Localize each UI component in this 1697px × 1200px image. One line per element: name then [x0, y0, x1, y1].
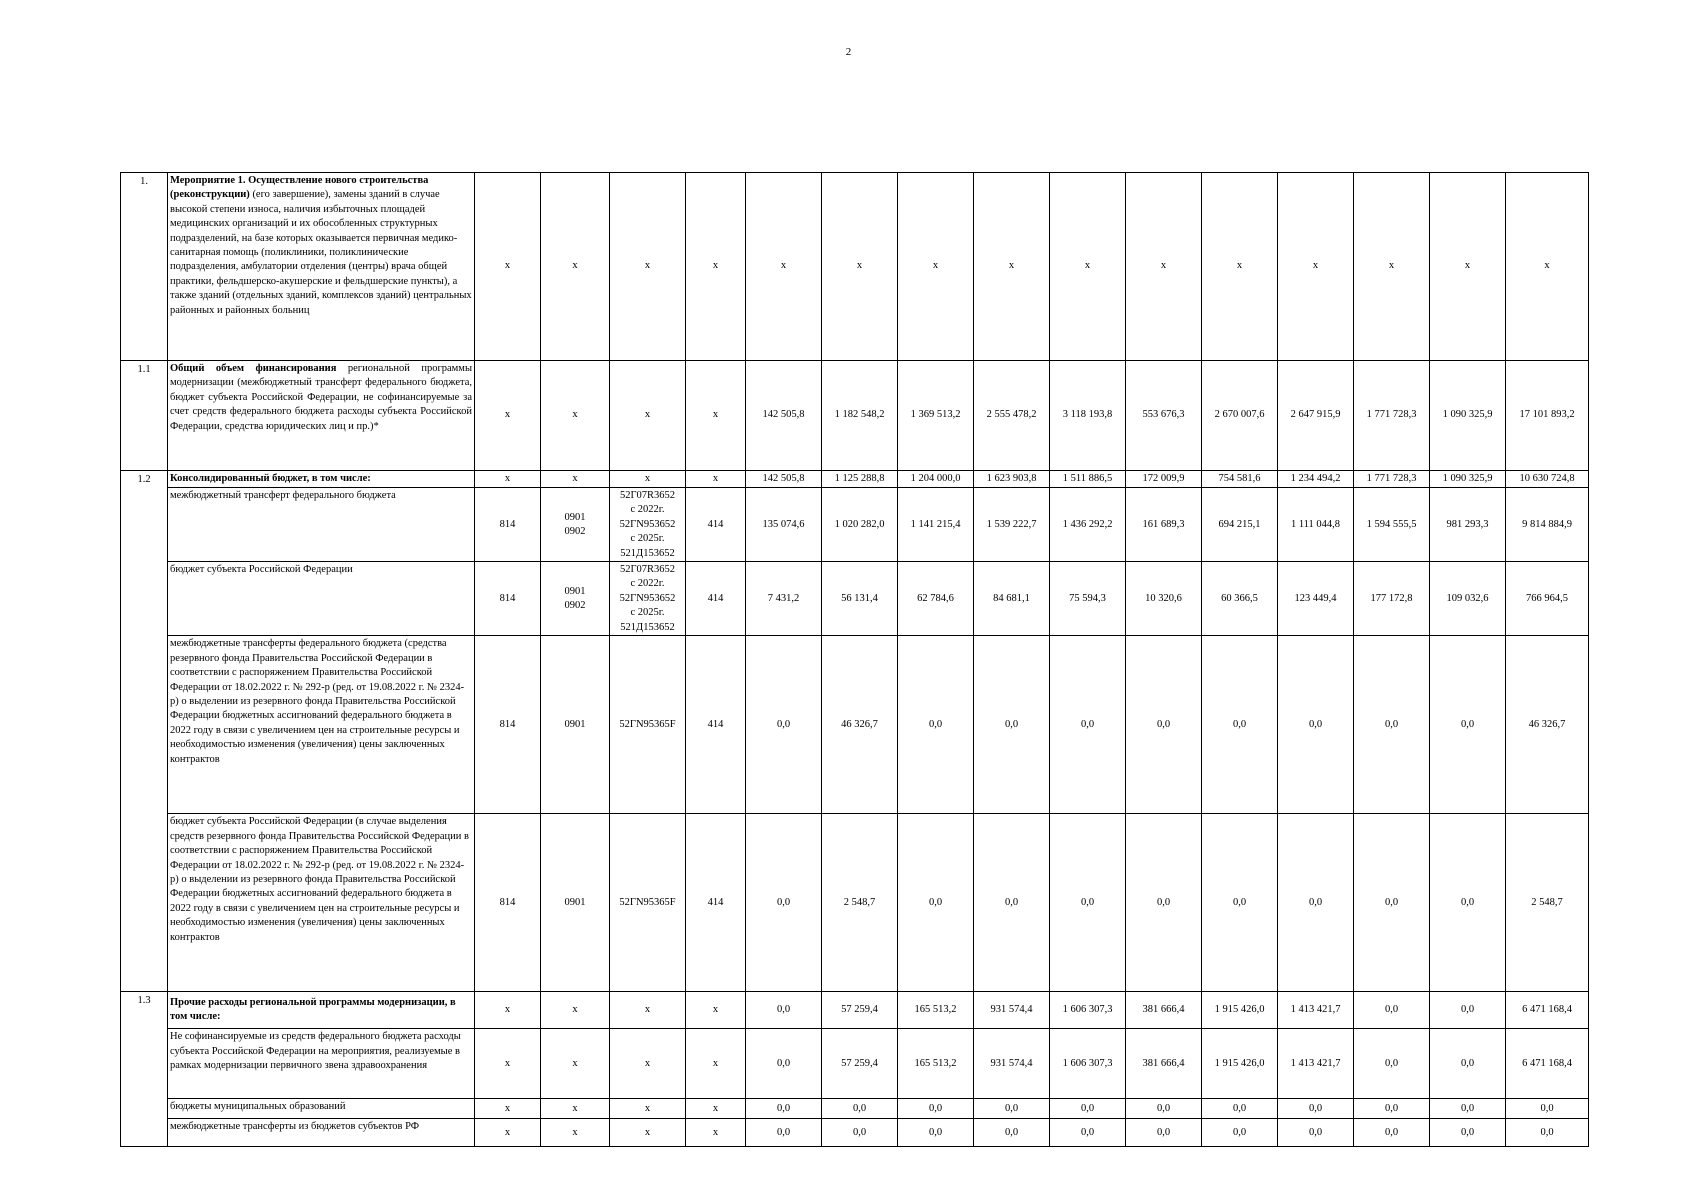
- table-cell: x: [686, 361, 746, 471]
- table-cell: 0,0: [974, 814, 1050, 992]
- table-cell: 381 666,4: [1126, 992, 1202, 1029]
- table-cell: 75 594,3: [1050, 562, 1126, 636]
- table-row: [121, 562, 1589, 636]
- table-cell: x: [686, 173, 746, 361]
- table-cell: x: [541, 471, 610, 488]
- table-cell: 52Г07R3652 с 2022г. 52ГN953652 с 2025г. 521Д153652: [610, 488, 686, 562]
- table-cell: 135 074,6: [746, 488, 822, 562]
- table-cell: 0,0: [1278, 636, 1354, 814]
- table-row: [121, 488, 1589, 562]
- table-row: [121, 1029, 1589, 1099]
- table-cell: 1 182 548,2: [822, 361, 898, 471]
- table-cell: 52Г07R3652 с 2022г. 52ГN953652 с 2025г. 521Д153652: [610, 562, 686, 636]
- row-description: [168, 562, 475, 636]
- page-number: 2: [845, 46, 852, 58]
- table-cell: 60 366,5: [1202, 562, 1278, 636]
- table-cell: 1 413 421,7: [1278, 992, 1354, 1029]
- table-cell: 0,0: [1354, 1119, 1430, 1147]
- table-cell: 0,0: [1202, 1119, 1278, 1147]
- table-cell: 1 204 000,0: [898, 471, 974, 488]
- table-cell: x: [610, 361, 686, 471]
- table-cell: x: [541, 361, 610, 471]
- table-cell: x: [541, 1119, 610, 1147]
- table-cell: 9 814 884,9: [1506, 488, 1589, 562]
- table-cell: 1 020 282,0: [822, 488, 898, 562]
- row-description: [168, 471, 475, 488]
- table-cell: 981 293,3: [1430, 488, 1506, 562]
- table-cell: 0,0: [1430, 1119, 1506, 1147]
- table-cell: 10 320,6: [1126, 562, 1202, 636]
- table-cell: 414: [686, 636, 746, 814]
- table-cell: x: [610, 992, 686, 1029]
- table-cell: 754 581,6: [1202, 471, 1278, 488]
- row-title-text: бюджет субъекта Российской Федерации: [170, 564, 353, 576]
- table-row: [121, 1099, 1589, 1119]
- table-cell: x: [610, 1029, 686, 1099]
- row-number: 1.2: [121, 471, 168, 992]
- row-description: [168, 488, 475, 562]
- table-cell: 0,0: [746, 636, 822, 814]
- table-cell: 0,0: [1430, 1029, 1506, 1099]
- table-cell: 0,0: [1202, 1099, 1278, 1119]
- table-row: [121, 992, 1589, 1029]
- row-description: [168, 636, 475, 814]
- table-cell: 0,0: [1506, 1099, 1589, 1119]
- table-cell: 161 689,3: [1126, 488, 1202, 562]
- row-title-text: Не софинансируемые из средств федерального бюджета расходы субъекта Российской Федерации на мероприятия, реализуемые в рамках модернизации первичного звена здравоохранения: [170, 1031, 461, 1072]
- table-cell: 0,0: [1430, 992, 1506, 1029]
- table-cell: 0,0: [1278, 1099, 1354, 1119]
- table-cell: 1 234 494,2: [1278, 471, 1354, 488]
- row-title-text: региональной программы модернизации (межбюджетный трансферт федерального бюджета, бюджет субъекта Российской Федерации, не софинансируемые за счет средств федерального бюджета расходы субъекта Российской Федерации, средства юридических лиц и пр.)*: [170, 363, 472, 432]
- table-cell: 56 131,4: [822, 562, 898, 636]
- row-title-bold: Общий объем финансирования: [170, 363, 337, 374]
- row-title-text: бюджет субъекта Российской Федерации (в случае выделения средств резервного фонда Правительства Российской Федерации в соответствии с распоряжением Правительства Российской Федерации от 18.02.2022 г. № 292-р (ред. от 19.08.2022 г. № 2324-р) о выделении из резервного фонда Правительства Российской Федерации бюджетных ассигнований федерального бюджета в 2022 году в связи с увеличением цен на строительные ресурсы и необходимостью изменения (увеличения) цены заключенных контрактов: [170, 816, 469, 943]
- table-cell: 57 259,4: [822, 1029, 898, 1099]
- table-cell: 0,0: [1278, 814, 1354, 992]
- table-cell: 2 670 007,6: [1202, 361, 1278, 471]
- table-cell: 165 513,2: [898, 992, 974, 1029]
- table-cell: x: [475, 471, 541, 488]
- table-cell: x: [746, 173, 822, 361]
- table-cell: 0,0: [898, 1099, 974, 1119]
- table-cell: 142 505,8: [746, 471, 822, 488]
- table-cell: 1 413 421,7: [1278, 1029, 1354, 1099]
- table-cell: x: [686, 1099, 746, 1119]
- table-cell: 0901 0902: [541, 488, 610, 562]
- table-cell: x: [475, 361, 541, 471]
- table-cell: x: [1430, 173, 1506, 361]
- table-cell: 0,0: [974, 1099, 1050, 1119]
- table-cell: x: [1506, 173, 1589, 361]
- table-cell: x: [610, 1099, 686, 1119]
- table-cell: x: [475, 173, 541, 361]
- table-cell: 814: [475, 636, 541, 814]
- table-cell: 0901 0902: [541, 562, 610, 636]
- row-number: 1.: [121, 173, 168, 361]
- table-cell: 57 259,4: [822, 992, 898, 1029]
- table-cell: 0,0: [822, 1099, 898, 1119]
- row-description: [168, 1029, 475, 1099]
- table-cell: 2 548,7: [822, 814, 898, 992]
- table-cell: 0,0: [1354, 1029, 1430, 1099]
- table-cell: x: [610, 1119, 686, 1147]
- table-cell: 1 594 555,5: [1354, 488, 1430, 562]
- table-cell: x: [541, 992, 610, 1029]
- table-cell: x: [475, 1099, 541, 1119]
- table-cell: x: [610, 173, 686, 361]
- table-cell: 1 141 215,4: [898, 488, 974, 562]
- table-cell: 0,0: [822, 1119, 898, 1147]
- table-cell: 0,0: [1354, 992, 1430, 1029]
- table-cell: x: [1202, 173, 1278, 361]
- table-cell: 0,0: [1430, 814, 1506, 992]
- row-title-bold: Мероприятие 1. Осуществление нового строительства (реконструкции): [170, 175, 429, 201]
- table-cell: 381 666,4: [1126, 1029, 1202, 1099]
- row-description: [168, 1119, 475, 1147]
- table-cell: x: [1278, 173, 1354, 361]
- table-cell: x: [974, 173, 1050, 361]
- table-cell: 177 172,8: [1354, 562, 1430, 636]
- table-cell: 0,0: [1050, 636, 1126, 814]
- table-cell: 1 623 903,8: [974, 471, 1050, 488]
- table-row: [121, 361, 1589, 471]
- row-title-bold: Консолидированный бюджет, в том числе:: [170, 473, 371, 484]
- row-number: 1.1: [121, 361, 168, 471]
- row-title-text: межбюджетные трансферты федерального бюджета (средства резервного фонда Правительства Российской Федерации в соответствии с распоряжением Правительства Российской Федерации от 18.02.2022 г. № 292-р (ред. от 19.08.2022 г. № 2324-р) о выделении из резервного фонда Правительства Российской Федерации бюджетных ассигнований федерального бюджета в 2022 году в связи с увеличением цен на строительные ресурсы и необходимостью изменения (увеличения) цены заключенных контрактов: [170, 638, 465, 765]
- table-cell: 3 118 193,8: [1050, 361, 1126, 471]
- table-cell: 766 964,5: [1506, 562, 1589, 636]
- table-cell: 0,0: [1354, 636, 1430, 814]
- table-cell: 0,0: [746, 1029, 822, 1099]
- table-cell: x: [541, 173, 610, 361]
- table-cell: x: [541, 1099, 610, 1119]
- table-cell: 0,0: [1202, 814, 1278, 992]
- table-cell: 0,0: [974, 1119, 1050, 1147]
- table-cell: 1 511 886,5: [1050, 471, 1126, 488]
- row-title-text: межбюджетные трансферты из бюджетов субъектов РФ: [170, 1121, 420, 1133]
- table-cell: 1 111 044,8: [1278, 488, 1354, 562]
- table-cell: 46 326,7: [1506, 636, 1589, 814]
- table-cell: x: [686, 1119, 746, 1147]
- table-cell: 0,0: [746, 814, 822, 992]
- table-cell: 1 369 513,2: [898, 361, 974, 471]
- table-cell: 142 505,8: [746, 361, 822, 471]
- table-cell: 52ГN95365F: [610, 636, 686, 814]
- row-description: [168, 1099, 475, 1119]
- table-cell: 0901: [541, 814, 610, 992]
- table-cell: 553 676,3: [1126, 361, 1202, 471]
- table-row: [121, 471, 1589, 488]
- table-cell: 814: [475, 488, 541, 562]
- row-description: [168, 361, 475, 471]
- table-cell: 6 471 168,4: [1506, 1029, 1589, 1099]
- table-cell: x: [475, 992, 541, 1029]
- table-cell: x: [1354, 173, 1430, 361]
- table-cell: 414: [686, 814, 746, 992]
- table-cell: x: [475, 1119, 541, 1147]
- row-description: [168, 173, 475, 361]
- row-number: 1.3: [121, 992, 168, 1147]
- table-cell: x: [610, 471, 686, 488]
- table-cell: 1 090 325,9: [1430, 471, 1506, 488]
- table-cell: 0,0: [1354, 1099, 1430, 1119]
- table-cell: 414: [686, 488, 746, 562]
- table-cell: 1 090 325,9: [1430, 361, 1506, 471]
- table-cell: 2 555 478,2: [974, 361, 1050, 471]
- table-cell: 0901: [541, 636, 610, 814]
- row-description: [168, 814, 475, 992]
- table-cell: 414: [686, 562, 746, 636]
- table-cell: 0,0: [746, 992, 822, 1029]
- table-cell: 1 436 292,2: [1050, 488, 1126, 562]
- table-cell: 0,0: [746, 1099, 822, 1119]
- table-cell: 0,0: [898, 814, 974, 992]
- table-cell: 0,0: [974, 636, 1050, 814]
- table-cell: 931 574,4: [974, 992, 1050, 1029]
- table-cell: 0,0: [1050, 1099, 1126, 1119]
- table-cell: 46 326,7: [822, 636, 898, 814]
- table-cell: 2 548,7: [1506, 814, 1589, 992]
- budget-table: [120, 172, 1589, 1147]
- table-cell: 84 681,1: [974, 562, 1050, 636]
- table-cell: 694 215,1: [1202, 488, 1278, 562]
- table-cell: 0,0: [1126, 636, 1202, 814]
- table-cell: 0,0: [1050, 1119, 1126, 1147]
- table-cell: 0,0: [1050, 814, 1126, 992]
- table-cell: 1 606 307,3: [1050, 1029, 1126, 1099]
- table-cell: 1 539 222,7: [974, 488, 1050, 562]
- table-cell: 2 647 915,9: [1278, 361, 1354, 471]
- row-description: [168, 992, 475, 1029]
- table-cell: 109 032,6: [1430, 562, 1506, 636]
- table-cell: 1 771 728,3: [1354, 361, 1430, 471]
- table-cell: 814: [475, 562, 541, 636]
- table-cell: 0,0: [1126, 814, 1202, 992]
- table-cell: 165 513,2: [898, 1029, 974, 1099]
- table-cell: 52ГN95365F: [610, 814, 686, 992]
- table-cell: 0,0: [1202, 636, 1278, 814]
- row-title-text: бюджеты муниципальных образований: [170, 1101, 346, 1113]
- table-cell: x: [541, 1029, 610, 1099]
- row-title-text: (его завершение), замены зданий в случае высокой степени износа, наличия избыточных площадей медицинских организаций и их обособленных структурных подразделений, на базе которых оказывается первичная медико-санитарная помощь (поликлиники, поликлинические подразделения, амбулатории отделения (центры) врача общей практики, фельдшерско-акушерские и фельдшерские пункты), а также зданий (отдельных зданий, комплексов зданий) центральных районных и районных больниц: [170, 189, 472, 316]
- table-row: [121, 1119, 1589, 1147]
- table-cell: x: [686, 471, 746, 488]
- table-row: [121, 814, 1589, 992]
- table-cell: 10 630 724,8: [1506, 471, 1589, 488]
- table-cell: 0,0: [1278, 1119, 1354, 1147]
- table-cell: 62 784,6: [898, 562, 974, 636]
- table-cell: 0,0: [1354, 814, 1430, 992]
- table-cell: 931 574,4: [974, 1029, 1050, 1099]
- table-cell: x: [1050, 173, 1126, 361]
- table-row: [121, 173, 1589, 361]
- row-title-bold: Прочие расходы региональной программы модернизации, в том числе:: [170, 997, 456, 1023]
- table-cell: x: [898, 173, 974, 361]
- table-cell: 0,0: [1430, 1099, 1506, 1119]
- table-cell: 123 449,4: [1278, 562, 1354, 636]
- table-cell: 1 771 728,3: [1354, 471, 1430, 488]
- table-cell: 0,0: [746, 1119, 822, 1147]
- table-cell: 7 431,2: [746, 562, 822, 636]
- table-cell: 0,0: [1126, 1119, 1202, 1147]
- table-cell: x: [475, 1029, 541, 1099]
- table-cell: 1 915 426,0: [1202, 992, 1278, 1029]
- table-cell: 814: [475, 814, 541, 992]
- table-cell: 0,0: [1430, 636, 1506, 814]
- table-cell: 17 101 893,2: [1506, 361, 1589, 471]
- table-row: [121, 636, 1589, 814]
- table-cell: 0,0: [898, 1119, 974, 1147]
- table-cell: 1 915 426,0: [1202, 1029, 1278, 1099]
- table-cell: 1 125 288,8: [822, 471, 898, 488]
- row-title-text: межбюджетный трансферт федерального бюджета: [170, 490, 396, 502]
- table-cell: 0,0: [1126, 1099, 1202, 1119]
- table-cell: 0,0: [1506, 1119, 1589, 1147]
- table-cell: x: [822, 173, 898, 361]
- table-cell: x: [686, 1029, 746, 1099]
- table-cell: x: [686, 992, 746, 1029]
- table-cell: 6 471 168,4: [1506, 992, 1589, 1029]
- table-cell: 0,0: [898, 636, 974, 814]
- table-cell: 1 606 307,3: [1050, 992, 1126, 1029]
- table-cell: x: [1126, 173, 1202, 361]
- table-cell: 172 009,9: [1126, 471, 1202, 488]
